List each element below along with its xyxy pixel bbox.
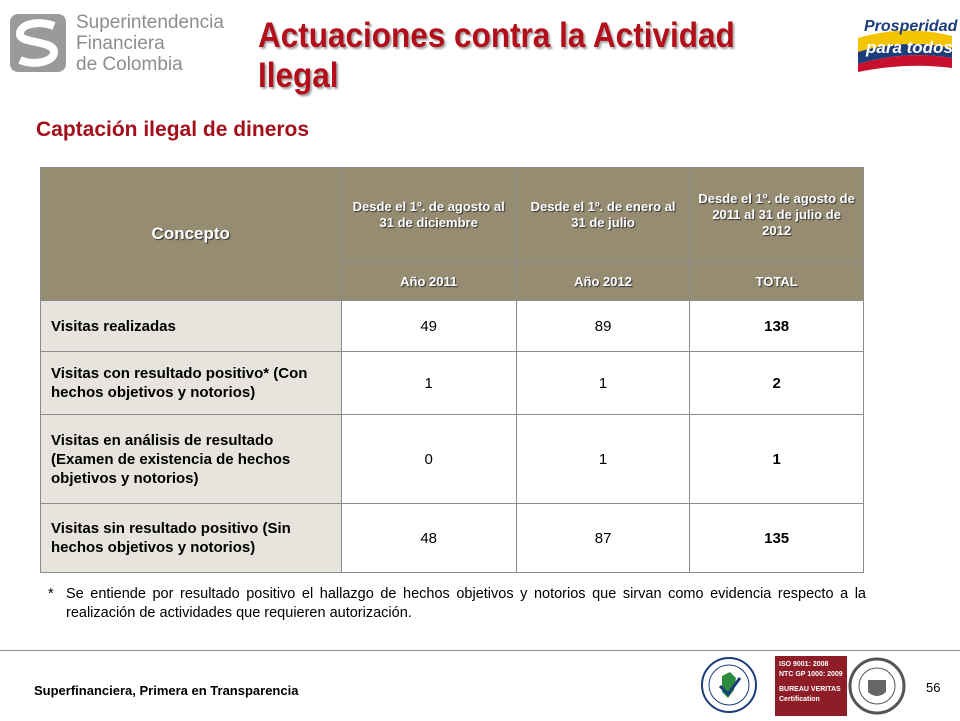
row-label: Visitas realizadas bbox=[41, 301, 342, 352]
quality-seal-icon bbox=[700, 656, 758, 714]
year-header-2011: Año 2011 bbox=[341, 263, 516, 301]
row-label: Visitas en análisis de resultado (Examen de existencia de hechos objetivos y notorios) bbox=[41, 415, 342, 504]
table-row bbox=[41, 301, 864, 352]
year-header-2012: Año 2012 bbox=[516, 263, 689, 301]
footer-divider bbox=[0, 650, 960, 651]
sfc-s-icon bbox=[8, 12, 68, 74]
concept-header: Concepto bbox=[41, 168, 342, 301]
sfc-org-name bbox=[76, 12, 224, 75]
bureau-veritas-seal-icon bbox=[848, 656, 906, 716]
cert-line-3: BUREAU VERITAS bbox=[779, 686, 841, 693]
org-line-1: Superintendencia bbox=[76, 12, 224, 33]
cert-line-2: NTC GP 1000: 2009 bbox=[779, 671, 843, 678]
cell-total: 135 bbox=[690, 504, 864, 573]
row-label: Visitas con resultado positivo* (Con hechos objetivos y notorios) bbox=[41, 352, 342, 415]
org-line-3: de Colombia bbox=[76, 54, 183, 75]
cert-line-1: ISO 9001: 2008 bbox=[779, 661, 829, 668]
table-row bbox=[41, 352, 864, 415]
footnote-marker: * bbox=[48, 586, 54, 602]
page-title: Actuaciones contra la Actividad Ilegal bbox=[258, 16, 735, 95]
campaign-line-1: Prosperidad bbox=[864, 18, 958, 35]
cell-2012: 1 bbox=[516, 352, 689, 415]
section-subtitle: Captación ilegal de dineros bbox=[36, 118, 310, 141]
cell-total: 2 bbox=[690, 352, 864, 415]
statistics-table bbox=[40, 167, 864, 573]
table-row bbox=[41, 504, 864, 573]
footnote-text: Se entiende por resultado positivo el hallazgo de hechos objetivos y notorios que sirvan como evidencia respecto a la realización de actividades que requieren autorización. bbox=[66, 586, 866, 621]
table-header-row bbox=[41, 168, 864, 263]
footer-slogan: Superfinanciera, Primera en Transparencia bbox=[34, 683, 299, 698]
cell-2012: 1 bbox=[516, 415, 689, 504]
table-row bbox=[41, 415, 864, 504]
cell-2011: 49 bbox=[341, 301, 516, 352]
slide-header bbox=[0, 0, 960, 95]
cert-line-4: Certification bbox=[779, 696, 820, 703]
cell-2011: 1 bbox=[341, 352, 516, 415]
prosperidad-logo bbox=[858, 12, 958, 72]
period-header-2012: Desde el 1º. de enero al 31 de julio bbox=[516, 168, 689, 263]
superfinanciera-logo bbox=[8, 10, 238, 76]
cell-total: 1 bbox=[690, 415, 864, 504]
cell-2012: 87 bbox=[516, 504, 689, 573]
page-number: 56 bbox=[926, 680, 941, 695]
cell-2012: 89 bbox=[516, 301, 689, 352]
bureau-veritas-certification bbox=[775, 656, 847, 716]
period-header-2011: Desde el 1º. de agosto al 31 de diciembre bbox=[341, 168, 516, 263]
org-line-2: Financiera bbox=[76, 33, 165, 54]
campaign-line-2: para todos bbox=[866, 38, 953, 57]
row-label: Visitas sin resultado positivo (Sin hechos objetivos y notorios) bbox=[41, 504, 342, 573]
cell-2011: 48 bbox=[341, 504, 516, 573]
cell-total: 138 bbox=[690, 301, 864, 352]
year-header-total: TOTAL bbox=[690, 263, 864, 301]
period-header-total: Desde el 1º. de agosto de 2011 al 31 de julio de 2012 bbox=[690, 168, 864, 263]
cell-2011: 0 bbox=[341, 415, 516, 504]
